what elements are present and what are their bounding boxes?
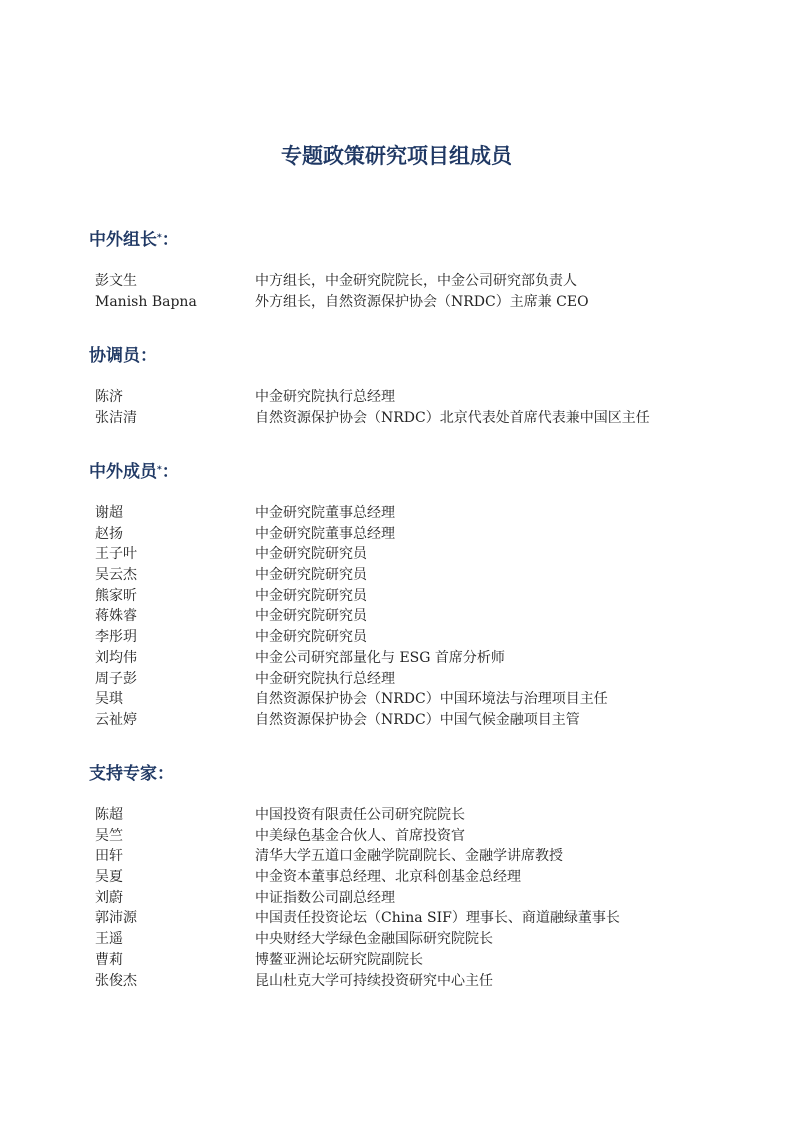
member-name: 曹莉: [95, 951, 123, 968]
member-row: [89, 826, 769, 847]
section-experts: [89, 763, 769, 991]
member-role: 中国责任投资论坛（China SIF）理事长、商道融绿董事长: [255, 910, 620, 927]
member-role: 自然资源保护协会（NRDC）中国气候金融项目主管: [255, 711, 580, 728]
heading-colon: ：: [161, 230, 179, 250]
member-role: 中金研究院研究员: [255, 567, 367, 584]
member-name: 吴竺: [95, 827, 123, 844]
member-role: 中方组长，中金研究院院长，中金公司研究部负责人: [255, 273, 577, 289]
member-role: 中金研究院董事总经理: [255, 505, 395, 521]
member-name: 刘蔚: [95, 889, 123, 906]
member-row: [89, 929, 769, 950]
member-list: [89, 387, 769, 428]
heading-colon: ：: [157, 764, 174, 784]
member-name: 张俊杰: [95, 972, 137, 989]
member-row: [89, 292, 769, 313]
member-role: 自然资源保护协会（NRDC）北京代表处首席代表兼中国区主任: [255, 409, 650, 426]
member-row: [89, 408, 769, 429]
member-name: 周子彭: [95, 670, 137, 687]
member-row: [89, 606, 769, 627]
member-row: [89, 271, 769, 292]
section-heading: [89, 345, 769, 367]
member-name: 吴琪: [95, 691, 123, 708]
member-name: 陈超: [95, 807, 123, 823]
member-role: 昆山杜克大学可持续投资研究中心主任: [255, 972, 493, 989]
member-row: [89, 710, 769, 731]
member-name: 吴云杰: [95, 567, 137, 584]
page-title: 专题政策研究项目组成员: [281, 144, 512, 168]
member-row: [89, 805, 769, 826]
member-role: 中金研究院研究员: [255, 608, 367, 625]
heading-colon: ：: [161, 462, 179, 482]
member-role: 中金研究院研究员: [255, 587, 367, 604]
member-name: 郭沛源: [95, 910, 137, 927]
member-name: Manish Bapna: [95, 293, 197, 310]
member-row: [89, 565, 769, 586]
member-name: 彭文生: [95, 273, 137, 289]
member-row: [89, 888, 769, 909]
member-name: 王遥: [95, 931, 123, 948]
member-row: [89, 908, 769, 929]
member-name: 蒋姝睿: [95, 608, 137, 625]
member-role: 清华大学五道口金融学院副院长、金融学讲席教授: [255, 848, 563, 865]
footnote-marker: *: [157, 465, 162, 475]
member-list: [89, 271, 769, 312]
member-name: 张洁清: [95, 409, 137, 426]
member-name: 熊家昕: [95, 587, 137, 604]
member-role: 中央财经大学绿色金融国际研究院院长: [255, 931, 493, 948]
section-coordinators: [89, 345, 769, 428]
member-name: 陈济: [95, 389, 123, 405]
member-name: 云祉婷: [95, 711, 137, 728]
member-row: [89, 689, 769, 710]
member-role: 自然资源保护协会（NRDC）中国环境法与治理项目主任: [255, 691, 608, 708]
member-name: 吴夏: [95, 869, 123, 886]
member-row: [89, 971, 769, 992]
member-row: [89, 544, 769, 565]
member-role: 中金公司研究部量化与 ESG 首席分析师: [255, 649, 505, 666]
heading-text: 支持专家: [89, 764, 157, 784]
section-heading: [89, 229, 769, 251]
member-row: [89, 669, 769, 690]
member-row: [89, 950, 769, 971]
heading-text: 中外组长: [89, 230, 157, 250]
member-role: 中金研究院研究员: [255, 629, 367, 646]
member-name: 王子叶: [95, 546, 137, 563]
member-name: 刘均伟: [95, 649, 137, 666]
member-role: 中金研究院研究员: [255, 546, 367, 563]
member-name: 田轩: [95, 848, 123, 865]
member-row: [89, 648, 769, 669]
member-row: [89, 846, 769, 867]
heading-text: 中外成员: [89, 462, 157, 482]
member-row: [89, 524, 769, 545]
member-role: 中金研究院董事总经理: [255, 525, 395, 542]
section-heading: [89, 461, 769, 483]
member-role: 中国投资有限责任公司研究院院长: [255, 807, 465, 823]
member-row: [89, 503, 769, 524]
member-role: 中金资本董事总经理、北京科创基金总经理: [255, 869, 521, 886]
section-co-leaders: [89, 229, 769, 312]
member-name: 李彤玥: [95, 629, 137, 646]
member-role: 博鳌亚洲论坛研究院副院长: [255, 951, 423, 968]
footnote-marker: *: [157, 233, 162, 243]
member-role: 中证指数公司副总经理: [255, 889, 395, 906]
member-role: 中美绿色基金合伙人、首席投资官: [255, 827, 465, 844]
member-row: [89, 586, 769, 607]
member-name: 谢超: [95, 505, 123, 521]
member-role: 中金研究院执行总经理: [255, 670, 395, 687]
member-row: [89, 627, 769, 648]
section-members: [89, 461, 769, 731]
member-role: 中金研究院执行总经理: [255, 389, 395, 405]
member-list: [89, 503, 769, 731]
member-role: 外方组长，自然资源保护协会（NRDC）主席兼 CEO: [255, 293, 589, 310]
heading-colon: ：: [140, 346, 157, 366]
member-row: [89, 387, 769, 408]
heading-text: 协调员: [89, 346, 140, 366]
member-row: [89, 867, 769, 888]
section-heading: [89, 763, 769, 785]
member-list: [89, 805, 769, 991]
member-name: 赵扬: [95, 525, 123, 542]
